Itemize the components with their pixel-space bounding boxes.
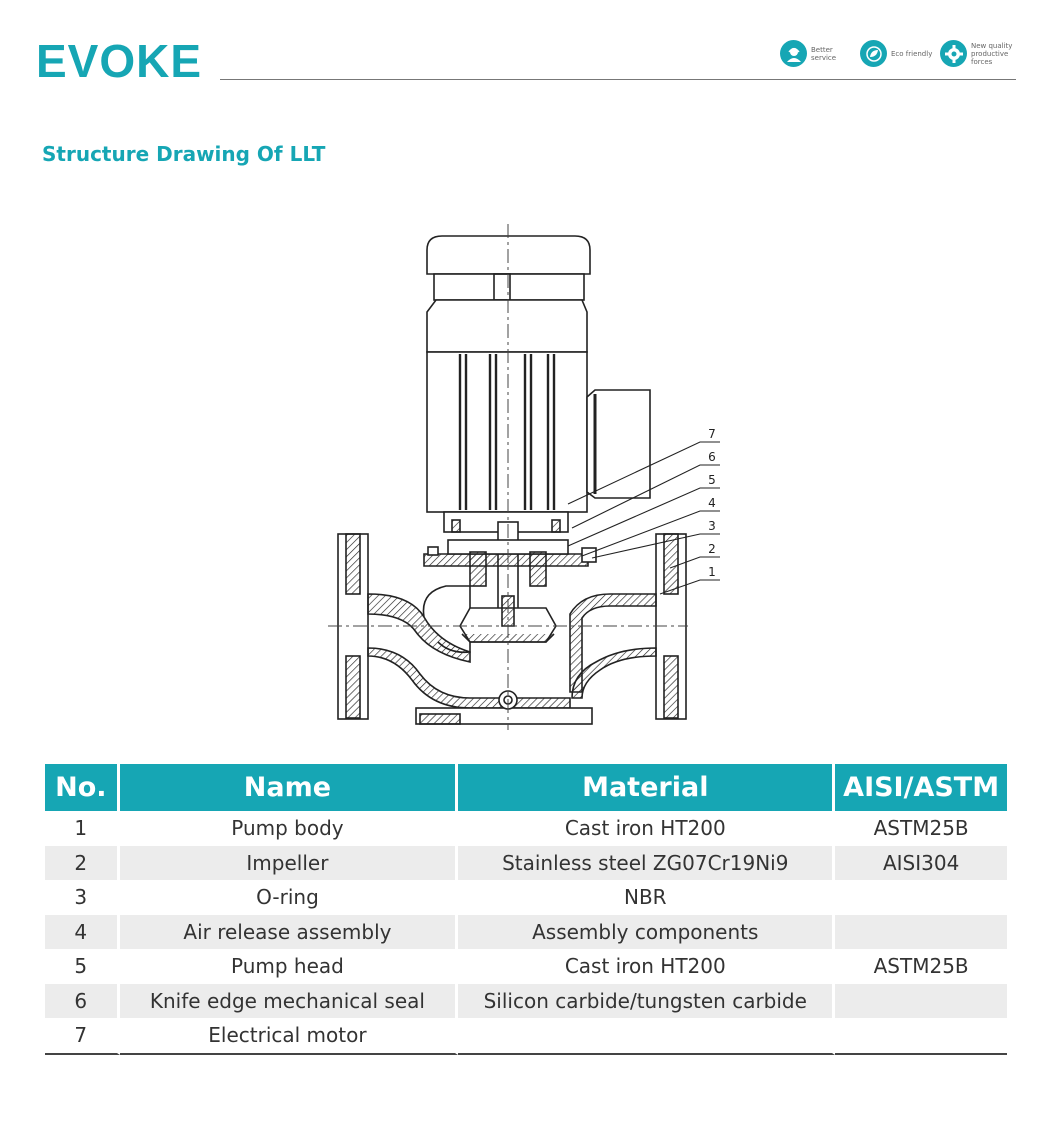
cell-material: Cast iron HT200: [458, 811, 835, 846]
feature-label: Better service: [811, 45, 837, 62]
table-row: [45, 811, 1007, 846]
cell-name: Air release assembly: [120, 915, 459, 950]
parts-table: [45, 764, 1007, 1055]
cell-material: Silicon carbide/tungsten carbide: [458, 984, 835, 1019]
cell-standard: ASTM25B: [873, 816, 969, 841]
header-standard: AISI/ASTM: [835, 764, 1007, 811]
cell-no: 1: [45, 811, 120, 846]
service-person-icon: [780, 40, 807, 67]
cell-no: 4: [45, 915, 120, 950]
gear-icon: [940, 40, 967, 67]
cell-standard: ASTM25B: [873, 954, 969, 979]
header-name: Name: [120, 764, 459, 811]
cell-no: 2: [45, 846, 120, 881]
feature-label: Eco friendly: [891, 49, 933, 58]
cell-no: 3: [45, 880, 120, 915]
feature-label: New quality productive forces: [971, 41, 1013, 66]
table-row: [45, 984, 1007, 1019]
callout-label: 3: [708, 519, 716, 533]
cell-standard: [835, 984, 1007, 1019]
cell-standard: [835, 1018, 1007, 1055]
feature-eco-friendly: [860, 40, 937, 67]
cell-material: Assembly components: [458, 915, 835, 950]
cell-no: 7: [45, 1018, 120, 1055]
cell-name: Pump head: [120, 949, 459, 984]
cell-no: 5: [45, 949, 120, 984]
table-header-row: [45, 764, 1007, 811]
cell-name: Electrical motor: [120, 1018, 459, 1055]
table-row: [45, 880, 1007, 915]
cell-material: Stainless steel ZG07Cr19Ni9: [458, 846, 835, 881]
cell-material: Cast iron HT200: [458, 949, 835, 984]
evoke-logo: EVOKE: [36, 35, 203, 87]
cell-material: [458, 1018, 835, 1055]
table-row: [45, 1018, 1007, 1055]
cell-name: O-ring: [120, 880, 459, 915]
header-divider: [220, 79, 1016, 80]
callout-label: 5: [708, 473, 716, 487]
cell-name: Pump body: [120, 811, 459, 846]
feature-new-quality: [940, 40, 1017, 67]
cell-name: Impeller: [120, 846, 459, 881]
feature-better-service: [780, 40, 857, 67]
section-title: Structure Drawing Of LLT: [42, 142, 326, 166]
eco-leaf-icon: [860, 40, 887, 67]
header-no: No.: [45, 764, 120, 811]
cell-standard: AISI304: [835, 846, 1007, 881]
cell-material: NBR: [458, 880, 835, 915]
table-row: [45, 846, 1007, 881]
callout-label: 1: [708, 565, 716, 579]
cell-name: Knife edge mechanical seal: [120, 984, 459, 1019]
callout-label: 2: [708, 542, 716, 556]
table-row: [45, 949, 1007, 984]
cell-standard: [835, 915, 1007, 950]
cell-no: 6: [45, 984, 120, 1019]
callout-label: 7: [708, 427, 716, 441]
header-material: Material: [458, 764, 835, 811]
callout-label: 4: [708, 496, 716, 510]
callout-label: 6: [708, 450, 716, 464]
table-row: [45, 915, 1007, 950]
pump-structure-drawing: [320, 222, 740, 732]
cell-standard: [835, 880, 1007, 915]
